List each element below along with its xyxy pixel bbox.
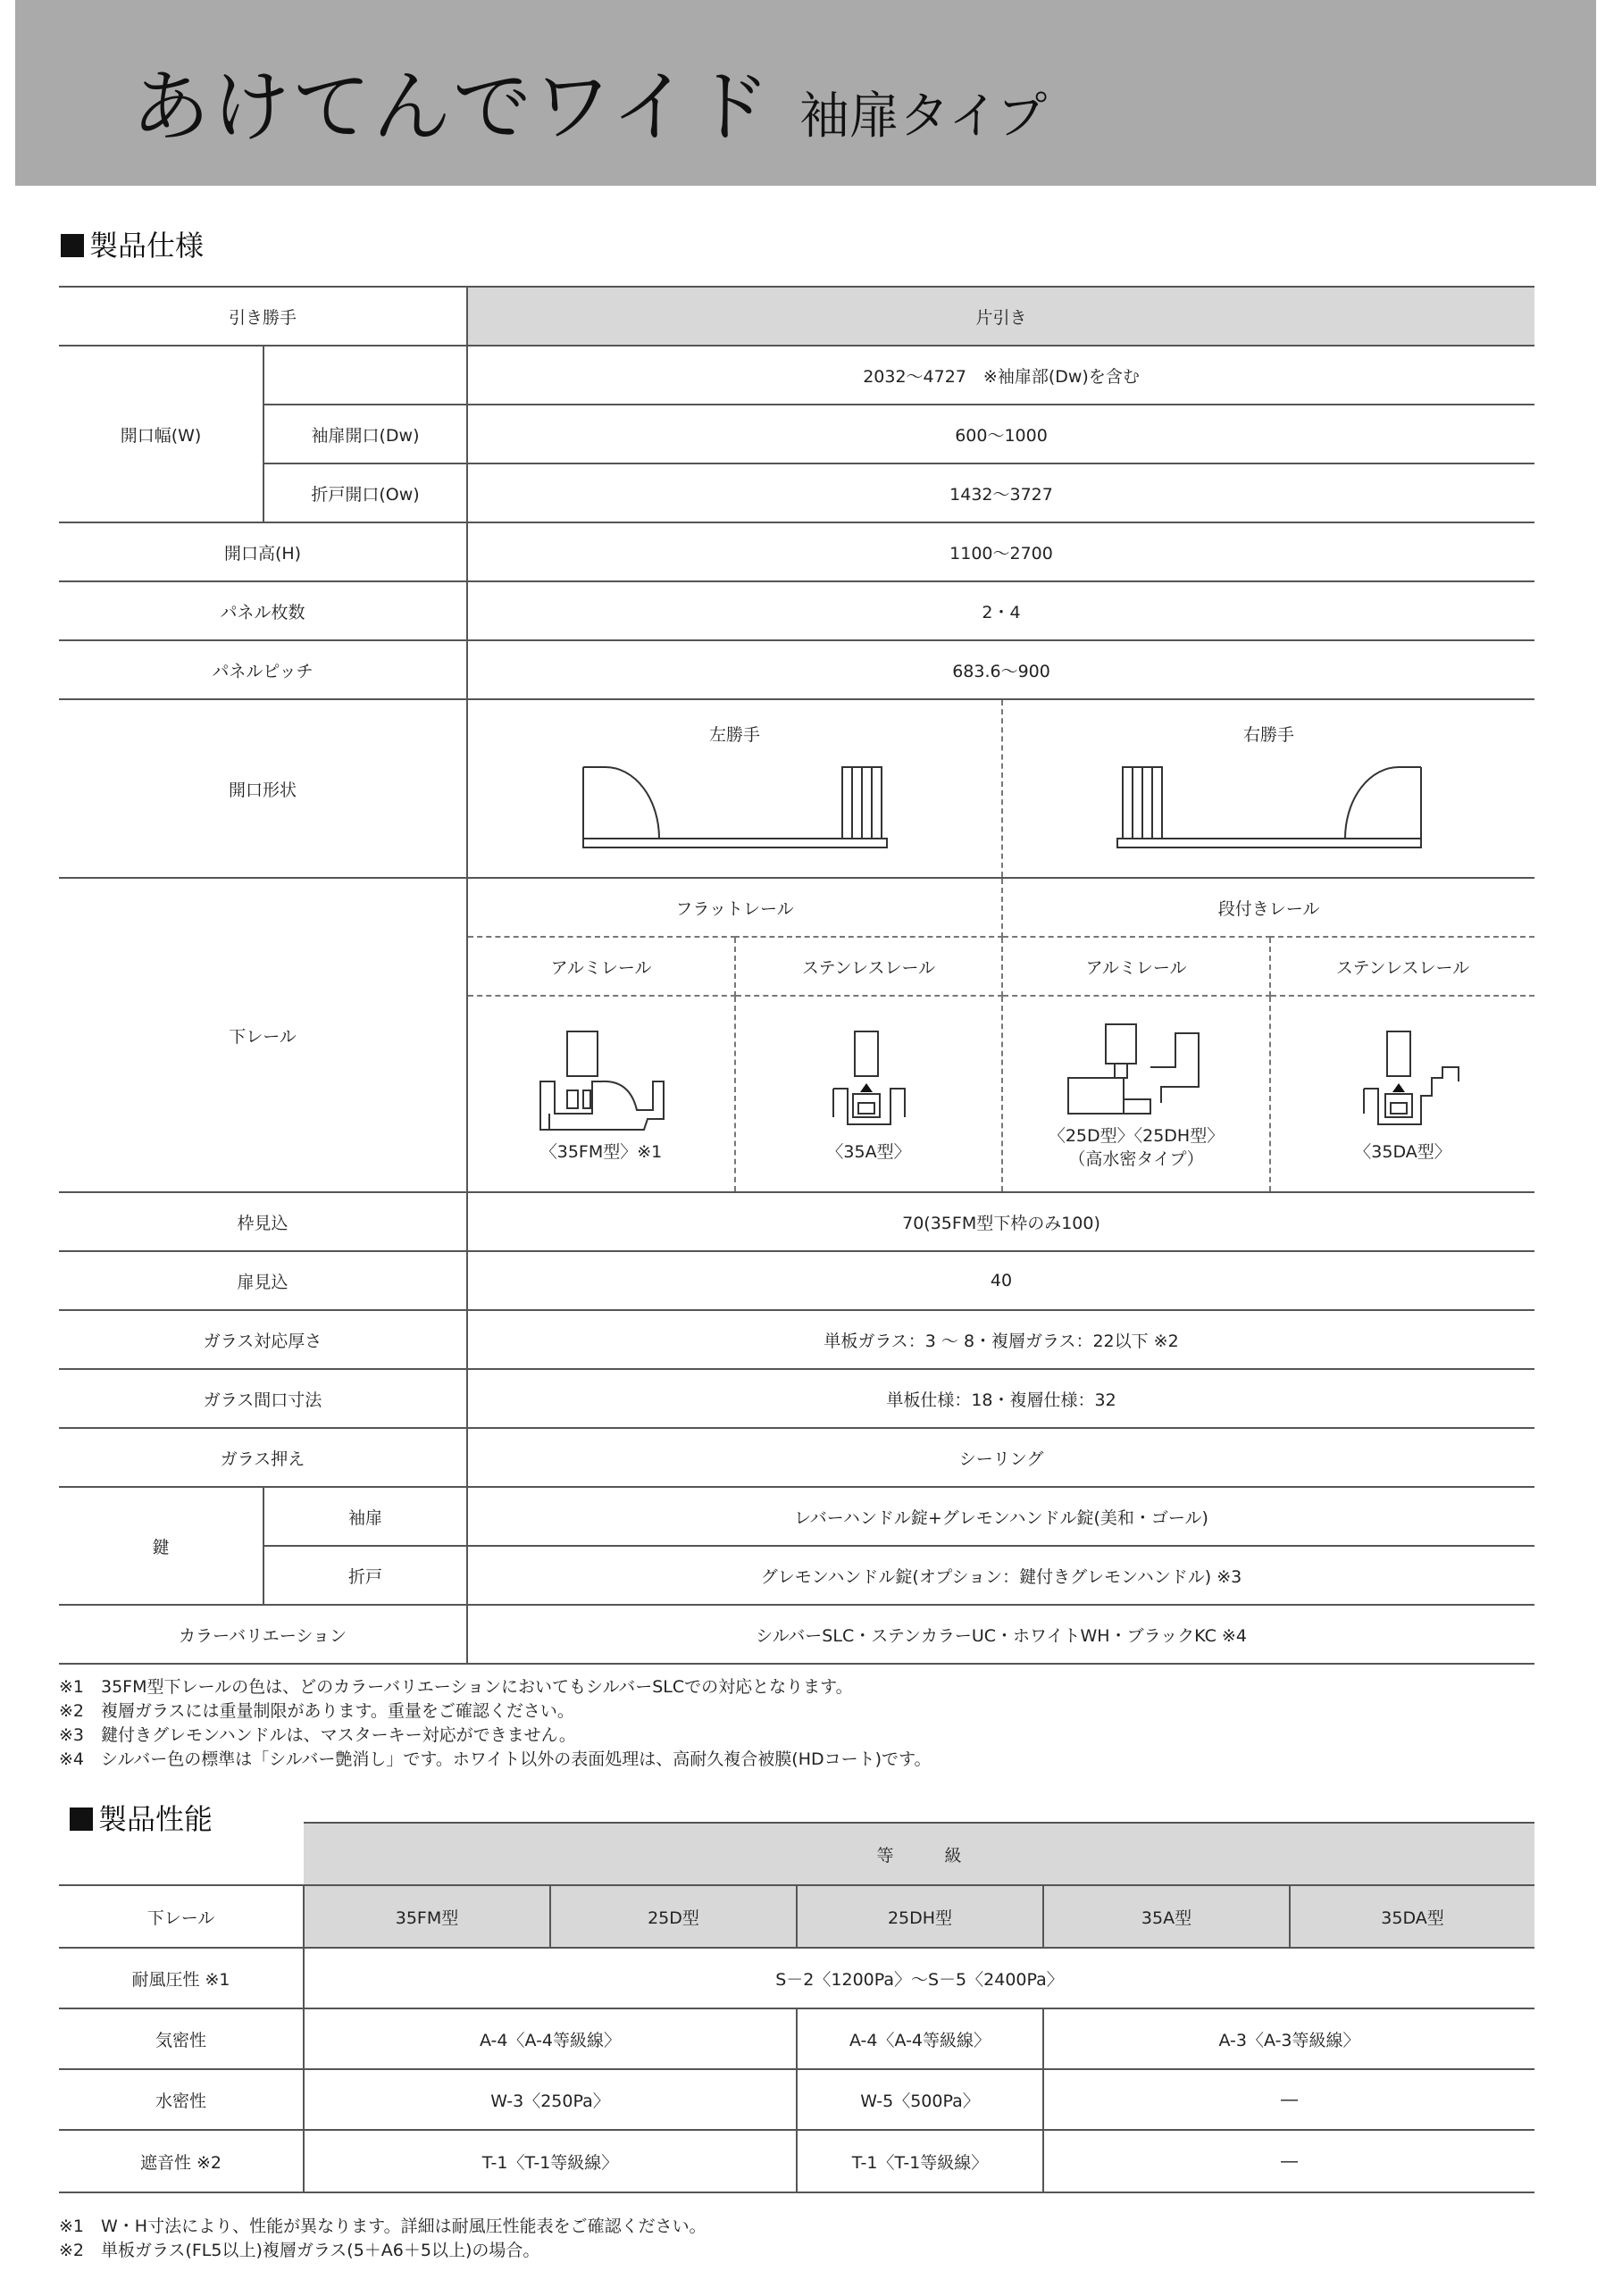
page-subtitle: 袖扉タイプ	[799, 88, 1048, 146]
row-sublabel: 袖扉	[263, 1487, 467, 1546]
row-value: S－2〈1200Pa〉～S－5〈2400Pa〉	[304, 1948, 1534, 2008]
row-value: 40	[467, 1251, 1534, 1310]
spec-row-width-total	[59, 346, 1534, 405]
row-value: レバーハンドル錠+グレモンハンドル錠(美和・ゴール)	[467, 1487, 1534, 1546]
spec-row-door-depth	[59, 1251, 1534, 1310]
row-label: 水密性	[59, 2069, 304, 2130]
row-label: 下レール	[59, 878, 467, 1192]
row-value: A-3〈A-3等級線〉	[1043, 2008, 1534, 2069]
perf-notes	[59, 2215, 706, 2263]
shape-right-label: 右勝手	[1243, 724, 1295, 745]
row-label: ガラス間口寸法	[59, 1369, 467, 1428]
rail-35da-cell	[1270, 996, 1534, 1192]
row-label: パネル枚数	[59, 581, 467, 640]
row-label: 開口形状	[59, 699, 467, 878]
shape-left-label: 左勝手	[709, 724, 761, 745]
spec-row-glass-thickness	[59, 1310, 1534, 1369]
row-value: シーリング	[467, 1428, 1534, 1487]
row-value: 2・4	[467, 581, 1534, 640]
row-label: 鍵	[59, 1487, 263, 1605]
spec-row-lock-fold	[59, 1546, 1534, 1605]
rail-step-header: 段付きレール	[1002, 878, 1534, 937]
row-value: 683.6～900	[467, 640, 1534, 699]
spec-row-pitch	[59, 640, 1534, 699]
right-hand-door-diagram-icon	[1108, 758, 1430, 856]
rail-35a-diagram-icon	[798, 1024, 941, 1140]
row-label: 枠見込	[59, 1192, 467, 1251]
rail-35fm-diagram-icon	[530, 1024, 673, 1140]
rail-35fm-caption: 〈35FM型〉※1	[539, 1142, 663, 1162]
row-value: A-4〈A-4等級線〉	[304, 2008, 797, 2069]
spec-note: ※2 複層ガラスには重量制限があります。重量をご確認ください。	[59, 1701, 574, 1721]
row-value: 1100～2700	[467, 522, 1534, 581]
spec-note: ※3 鍵付きグレモンハンドルは、マスターキー対応ができません。	[59, 1725, 576, 1745]
perf-row-grade	[59, 1823, 1534, 1885]
spec-row-pull-hand	[59, 287, 1534, 346]
rail-type: 35A型	[1043, 1885, 1290, 1948]
spec-row-frame-depth	[59, 1192, 1534, 1251]
perf-table	[59, 1822, 1534, 2193]
perf-note: ※2 単板ガラス(FL5以上)複層ガラス(5＋A6＋5以上)の場合。	[59, 2241, 540, 2260]
spec-row-height	[59, 522, 1534, 581]
shape-left	[467, 699, 1002, 878]
row-label: 扉見込	[59, 1251, 467, 1310]
row-label: 開口高(H)	[59, 522, 467, 581]
row-sublabel: 袖扉開口(Dw)	[263, 405, 467, 463]
spec-row-rail-type	[59, 878, 1534, 937]
perf-corner	[59, 1823, 304, 1885]
spec-note: ※4 シルバー色の標準は「シルバー艶消し」です。ホワイト以外の表面処理は、高耐久複合被膜(HDコート)です。	[59, 1749, 932, 1769]
row-label: 開口幅(W)	[59, 346, 263, 522]
spec-section-title: 製品仕様	[61, 223, 204, 264]
rail-stl-flat: ステンレスレール	[735, 937, 1002, 996]
rail-25d-caption: 〈25D型〉〈25DH型〉	[1048, 1126, 1225, 1146]
rail-flat-header: フラットレール	[467, 878, 1002, 937]
row-label: ガラス対応厚さ	[59, 1310, 467, 1369]
row-label: 耐風圧性 ※1	[59, 1948, 304, 2008]
row-label: カラーバリエーション	[59, 1605, 467, 1664]
row-label: 気密性	[59, 2008, 304, 2069]
spec-row-glass-gap	[59, 1369, 1534, 1428]
spec-row-glass-hold	[59, 1428, 1534, 1487]
spec-table	[59, 286, 1534, 1665]
row-value: 単板ガラス：3 ～ 8・複層ガラス：22以下 ※2	[467, 1310, 1534, 1369]
row-value: 600～1000	[467, 405, 1534, 463]
row-value: ―	[1043, 2130, 1534, 2192]
perf-row-wind	[59, 1948, 1534, 2008]
rail-25dh-caption: （高水密タイプ）	[1068, 1149, 1204, 1169]
row-value: T-1〈T-1等級線〉	[797, 2130, 1043, 2192]
perf-row-rail	[59, 1885, 1534, 1948]
spec-row-shape	[59, 699, 1534, 878]
spec-row-width-fold	[59, 463, 1534, 522]
rail-35a-cell	[735, 996, 1002, 1192]
row-label: パネルピッチ	[59, 640, 467, 699]
spec-notes	[59, 1675, 932, 1772]
rail-type: 25D型	[550, 1885, 797, 1948]
row-sublabel: 折戸	[263, 1546, 467, 1605]
spec-row-width-door	[59, 405, 1534, 463]
spec-row-panels	[59, 581, 1534, 640]
perf-note: ※1 W・H寸法により、性能が異なります。詳細は耐風圧性能表をご確認ください。	[59, 2217, 706, 2236]
row-value: W-3〈250Pa〉	[304, 2069, 797, 2130]
perf-row-water	[59, 2069, 1534, 2130]
grade-header: 等 級	[304, 1823, 1534, 1885]
row-value: 単板仕様：18・複層仕様：32	[467, 1369, 1534, 1428]
shape-right	[1002, 699, 1534, 878]
row-value: ―	[1043, 2069, 1534, 2130]
row-spacer	[263, 346, 467, 405]
row-value: W-5〈500Pa〉	[797, 2069, 1043, 2130]
rail-35da-diagram-icon	[1332, 1024, 1475, 1140]
rail-type: 25DH型	[797, 1885, 1043, 1948]
row-label: 下レール	[59, 1885, 304, 1948]
rail-25d-cell	[1002, 996, 1270, 1192]
perf-section-title: 製品性能	[70, 1797, 213, 1838]
square-bullet-icon	[61, 234, 84, 257]
title-banner	[15, 0, 1596, 186]
row-value: シルバーSLC・ステンカラーUC・ホワイトWH・ブラックKC ※4	[467, 1605, 1534, 1664]
rail-alu-flat: アルミレール	[467, 937, 735, 996]
rail-type: 35FM型	[304, 1885, 550, 1948]
row-value: T-1〈T-1等級線〉	[304, 2130, 797, 2192]
row-value: 2032～4727 ※袖扉部(Dw)を含む	[467, 346, 1534, 405]
rail-25d-diagram-icon	[1056, 1017, 1216, 1124]
rail-35da-caption: 〈35DA型〉	[1354, 1142, 1451, 1162]
rail-stl-step: ステンレスレール	[1270, 937, 1534, 996]
row-value: 片引き	[467, 287, 1534, 346]
rail-35a-caption: 〈35A型〉	[826, 1142, 911, 1162]
left-hand-door-diagram-icon	[574, 758, 896, 856]
spec-row-color	[59, 1605, 1534, 1664]
spec-note: ※1 35FM型下レールの色は、どのカラーバリエーションにおいてもシルバーSLCでの対応となります。	[59, 1677, 853, 1697]
row-value: 1432～3727	[467, 463, 1534, 522]
page-title: あけてんでワイド	[131, 61, 773, 153]
row-label: 遮音性 ※2	[59, 2130, 304, 2192]
row-label: ガラス押え	[59, 1428, 467, 1487]
row-value: A-4〈A-4等級線〉	[797, 2008, 1043, 2069]
spec-row-lock-door	[59, 1487, 1534, 1546]
perf-row-air	[59, 2008, 1534, 2069]
rail-type: 35DA型	[1290, 1885, 1534, 1948]
perf-row-sound	[59, 2130, 1534, 2192]
rail-35fm-cell	[467, 996, 735, 1192]
row-value: 70(35FM型下枠のみ100)	[467, 1192, 1534, 1251]
row-value: グレモンハンドル錠(オプション：鍵付きグレモンハンドル) ※3	[467, 1546, 1534, 1605]
row-sublabel: 折戸開口(Ow)	[263, 463, 467, 522]
rail-alu-step: アルミレール	[1002, 937, 1270, 996]
row-label: 引き勝手	[59, 287, 467, 346]
